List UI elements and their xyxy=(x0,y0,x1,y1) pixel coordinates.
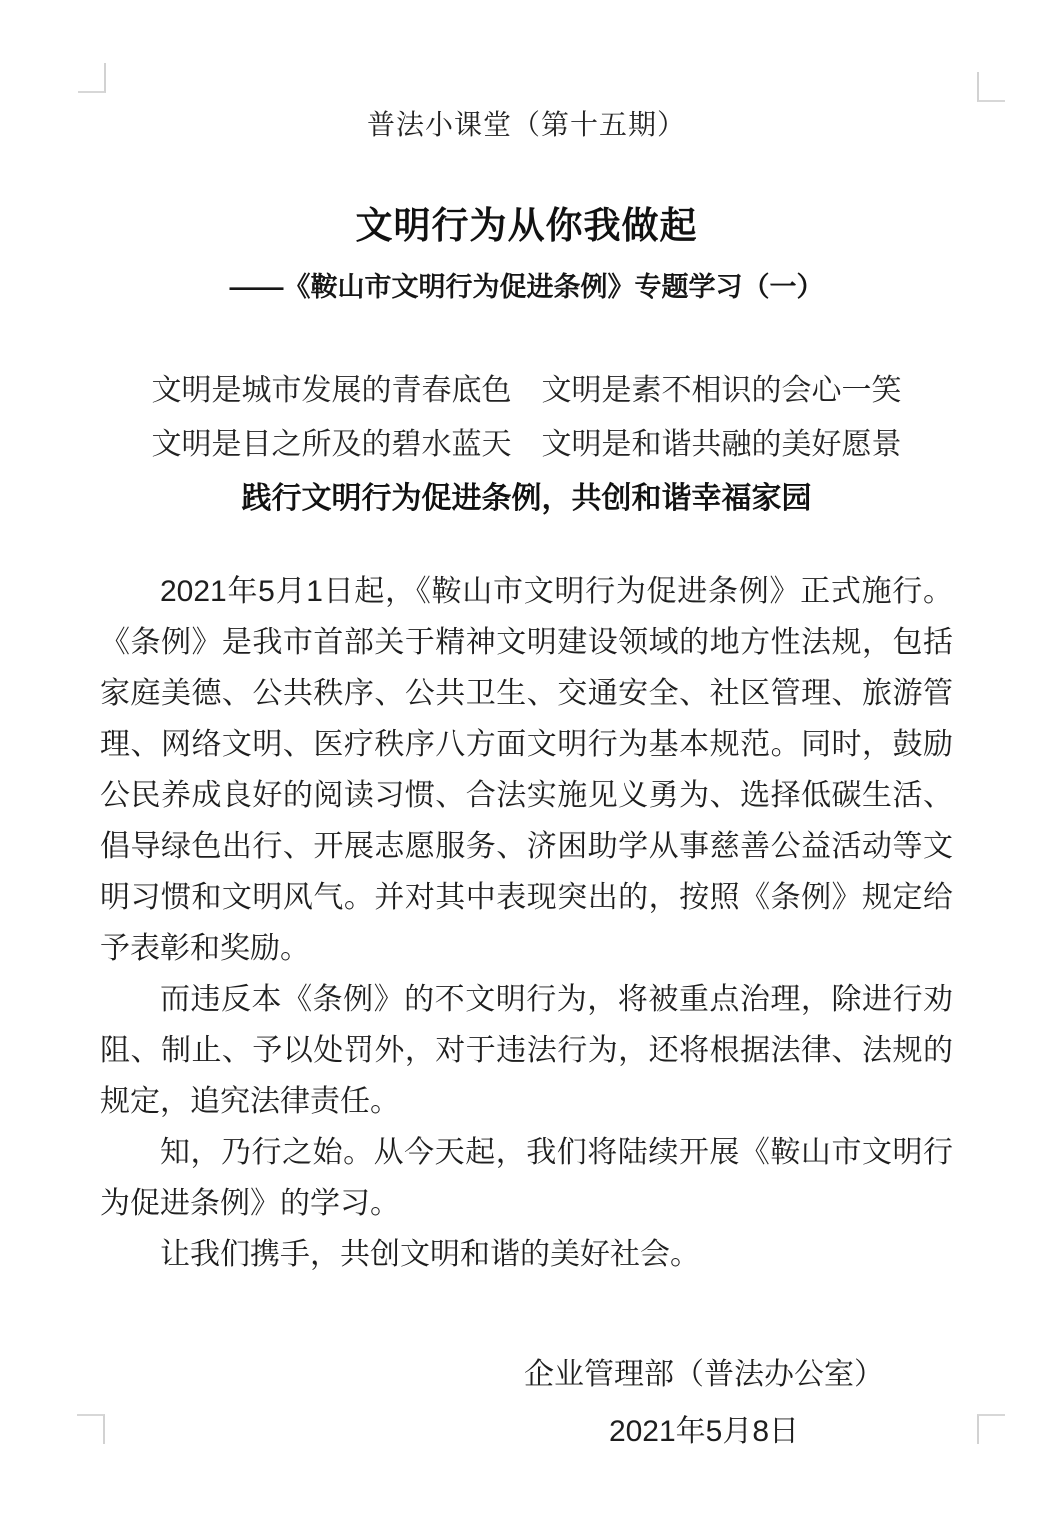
page-corner-mark-top-left xyxy=(78,63,106,93)
verse-block xyxy=(100,364,953,472)
verse-line-2: 文明是目之所及的碧水蓝天 文明是和谐共融的美好愿景 xyxy=(151,428,902,461)
body-paragraph-2: 而违反本《条例》的不文明行为，将被重点治理，除进行劝阻、制止、予以处罚外，对于违法行为，还将根据法律、法规的规定，追究法律责任。 xyxy=(100,983,953,1118)
issue-header: 普法小课堂（第十五期） xyxy=(366,109,686,140)
body-text xyxy=(100,566,953,1280)
slogan-line: 践行文明行为促进条例，共创和谐幸福家园 xyxy=(241,482,812,515)
document-title: 文明行为从你我做起 xyxy=(355,205,698,246)
signature-block xyxy=(455,1346,953,1460)
verse-line-1: 文明是城市发展的青春底色 文明是素不相识的会心一笑 xyxy=(151,374,902,407)
body-paragraph-4: 让我们携手，共创文明和谐的美好社会。 xyxy=(160,1238,700,1271)
signature-date: 2021年5月8日 xyxy=(608,1415,800,1448)
page-corner-mark-bottom-right xyxy=(977,1414,1005,1444)
body-paragraph-3: 知，乃行之始。从今天起，我们将陆续开展《鞍山市文明行为促进条例》的学习。 xyxy=(100,1136,953,1220)
page-corner-mark-bottom-left xyxy=(77,1414,105,1444)
signature-department: 企业管理部（普法办公室） xyxy=(524,1358,884,1391)
document-content xyxy=(0,108,1053,1460)
page-corner-mark-top-right xyxy=(977,72,1005,102)
body-paragraph-1: 2021年5月1日起，《鞍山市文明行为促进条例》正式施行。《条例》是我市首部关于精神文明建设领域的地方性法规，包括家庭美德、公共秩序、公共卫生、交通安全、社区管理、旅游管理、网络文明、医疗秩序八方面文明行为基本规范。同时，鼓励公民养成良好的阅读习惯、合法实施见义勇为、选择低碳生活、倡导绿色出行、开展志愿服务、济困助学从事慈善公益活动等文明习惯和文明风气。并对其中表现突出的，按照《条例》规定给予表彰和奖励。 xyxy=(100,575,953,965)
document-subtitle: ——《鞍山市文明行为促进条例》专题学习（一） xyxy=(229,272,824,302)
